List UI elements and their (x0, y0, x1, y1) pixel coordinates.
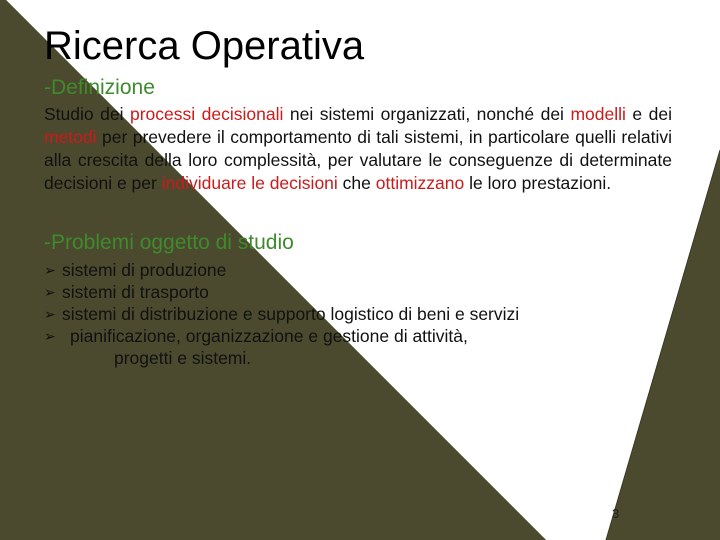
list-item-text: sistemi di produzione (62, 260, 227, 280)
arrow-bullet-icon: ➢ (44, 306, 56, 322)
list-item (44, 303, 604, 325)
arrow-bullet-icon: ➢ (44, 262, 56, 278)
definition-text: nei sistemi organizzati, nonché dei (283, 104, 571, 124)
problems-heading: -Problemi oggetto di studio (44, 231, 294, 254)
list-item (44, 325, 604, 369)
arrow-bullet-icon: ➢ (44, 328, 56, 344)
list-item (44, 281, 604, 303)
highlighted-term: individuare le decisioni (161, 173, 338, 193)
highlighted-term: processi decisionali (129, 104, 284, 124)
list-item-text-continued: progetti e sistemi. (114, 348, 252, 368)
definition-text: Studio dei (44, 104, 130, 124)
definition-text: per prevedere il comportamento di tali sistemi, in particolare quelli relativi alla crescita della loro complessità, per valutare le conseguenze di determinate decisioni e per (44, 127, 672, 193)
problems-list (44, 259, 604, 369)
list-item-text: pianificazione, organizzazione e gestione di attività, (70, 326, 468, 346)
arrow-bullet-icon: ➢ (44, 284, 56, 300)
slide-number: 3 (612, 506, 620, 521)
definition-paragraph (44, 103, 672, 195)
definition-text: che (337, 173, 376, 193)
definition-text: e dei (625, 104, 672, 124)
highlighted-term: metodi (44, 127, 97, 147)
list-item-text: sistemi di trasporto (62, 282, 209, 302)
highlighted-term: ottimizzano (375, 173, 465, 193)
highlighted-term: modelli (570, 104, 626, 124)
list-item-text: sistemi di distribuzione e supporto logistico di beni e servizi (62, 304, 520, 324)
list-item (44, 259, 604, 281)
definition-text: le loro prestazioni. (464, 173, 612, 193)
slide-title: Ricerca Operativa (44, 24, 365, 68)
definition-heading: -Definizione (44, 76, 155, 99)
